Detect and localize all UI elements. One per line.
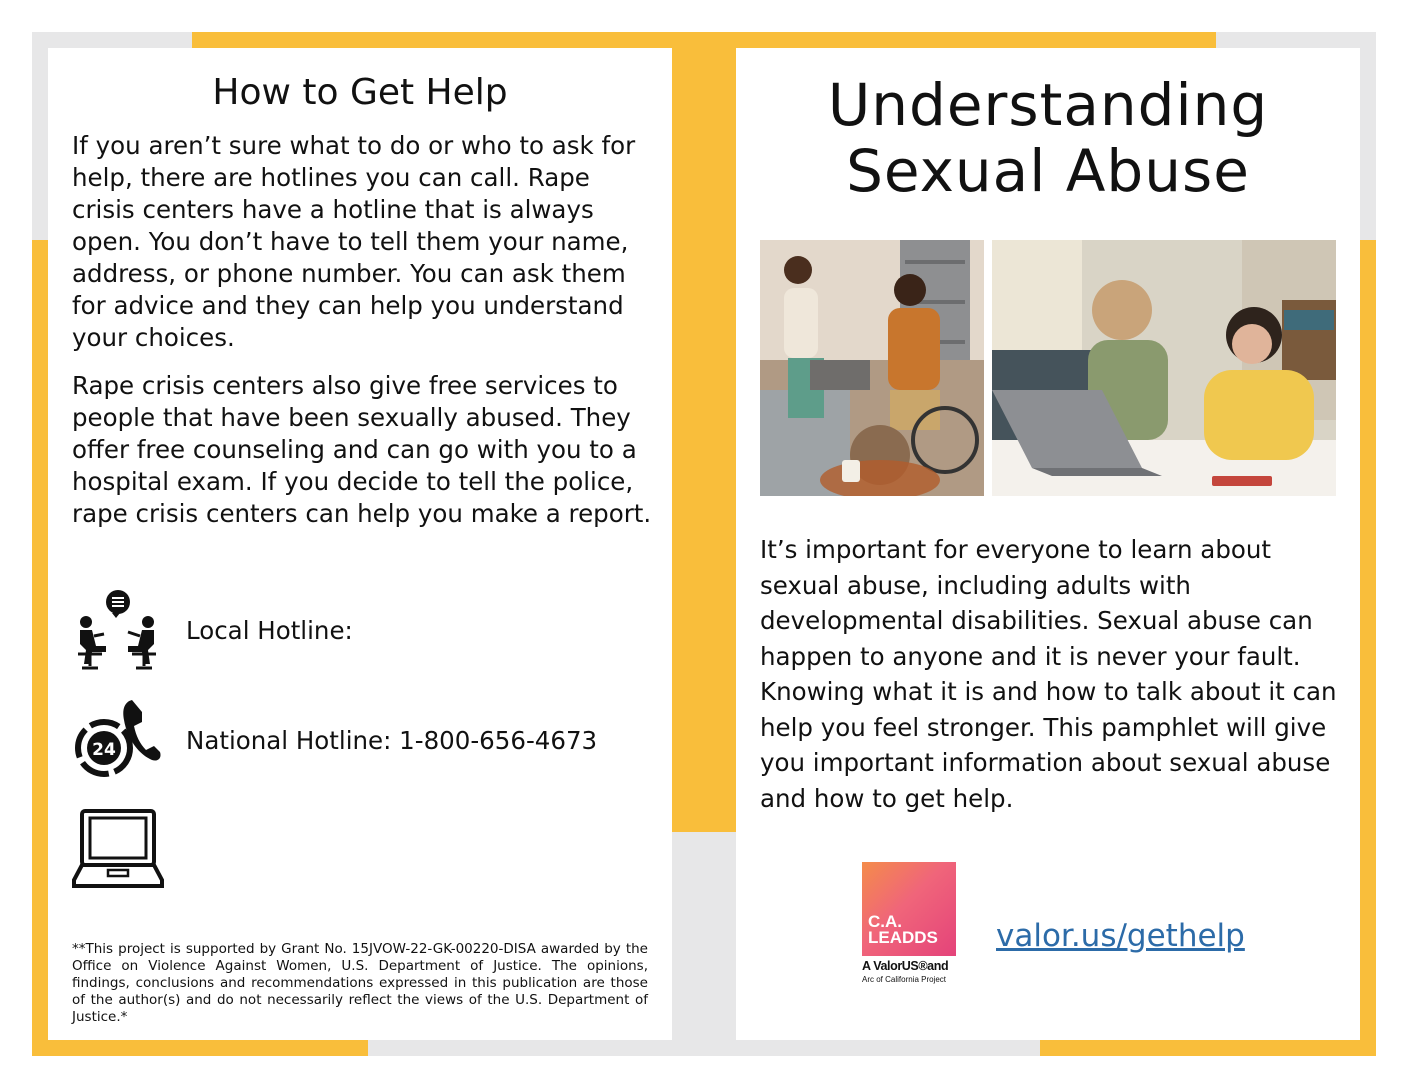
get-help-link[interactable]: valor.us/gethelp [996, 918, 1245, 954]
photo-two-women-laptop [992, 240, 1336, 496]
logo-square [862, 862, 956, 956]
accent-bar-middle [672, 32, 736, 832]
grant-footnote: **This project is supported by Grant No. 15JVOW-22-GK-00220-DISA awarded by the Office on Violence Against Women, U.S. Department of Justice. The opinions, findings, conclusions and recommendations expressed in this publication are those of the author(s) and do not necessarily reflect the views of the U.S. Department of Justice.* [72, 941, 648, 1025]
logo-leadds-text: LEADDS [868, 928, 938, 947]
national-hotline-row [72, 694, 597, 786]
title-line-2: Sexual Abuse [846, 137, 1250, 205]
accent-bar-left [32, 240, 48, 1056]
local-hotline-row [72, 584, 353, 676]
accent-bar-bottom-left [32, 1040, 368, 1056]
laptop-icon [72, 806, 164, 894]
photo-two-people-reading [760, 240, 984, 496]
title-line-1: Understanding [827, 71, 1269, 139]
logo-arc-text: Arc of California Project [862, 975, 947, 984]
counseling-icon [72, 584, 164, 676]
how-to-get-help-heading: How to Get Help [212, 72, 508, 113]
logo-valorus-text: A ValorUS®and [862, 959, 949, 973]
hotline-paragraph: If you aren’t sure what to do or who to ask for help, there are hotlines you can call. Rape crisis centers have a hotline that is always open. You don’t have to tell them your name, address, or phone number. You can ask them for advice and they can help you understand your choices. [72, 131, 636, 352]
24-hour-phone-icon [72, 694, 164, 786]
logo-ca-text: C.A. [868, 912, 902, 931]
accent-bar-bottom-right [1040, 1040, 1376, 1056]
ca-leadds-logo [862, 862, 956, 992]
local-hotline-label: Local Hotline: [186, 615, 353, 645]
intro-paragraph: It’s important for everyone to learn about sexual abuse, including adults with developmental disabilities. Sexual abuse can happen to anyone and it is never your fault. Knowing what it is and how to talk about it can help you feel stronger. This pamphlet will give you important information about sexual abuse and how to get help. [760, 535, 1337, 813]
24-badge-text: 24 [92, 740, 116, 760]
logo-wordmark [868, 914, 938, 946]
national-hotline-label: National Hotline: 1-800-656-4673 [186, 725, 598, 755]
page-title [736, 72, 1360, 204]
accent-bar-right [1360, 240, 1376, 1056]
services-paragraph: Rape crisis centers also give free services to people that have been sexually abused. They offer free counseling and can go with you to a hospital exam. If you decide to tell the police, rape crisis centers can help you make a report. [72, 371, 652, 528]
